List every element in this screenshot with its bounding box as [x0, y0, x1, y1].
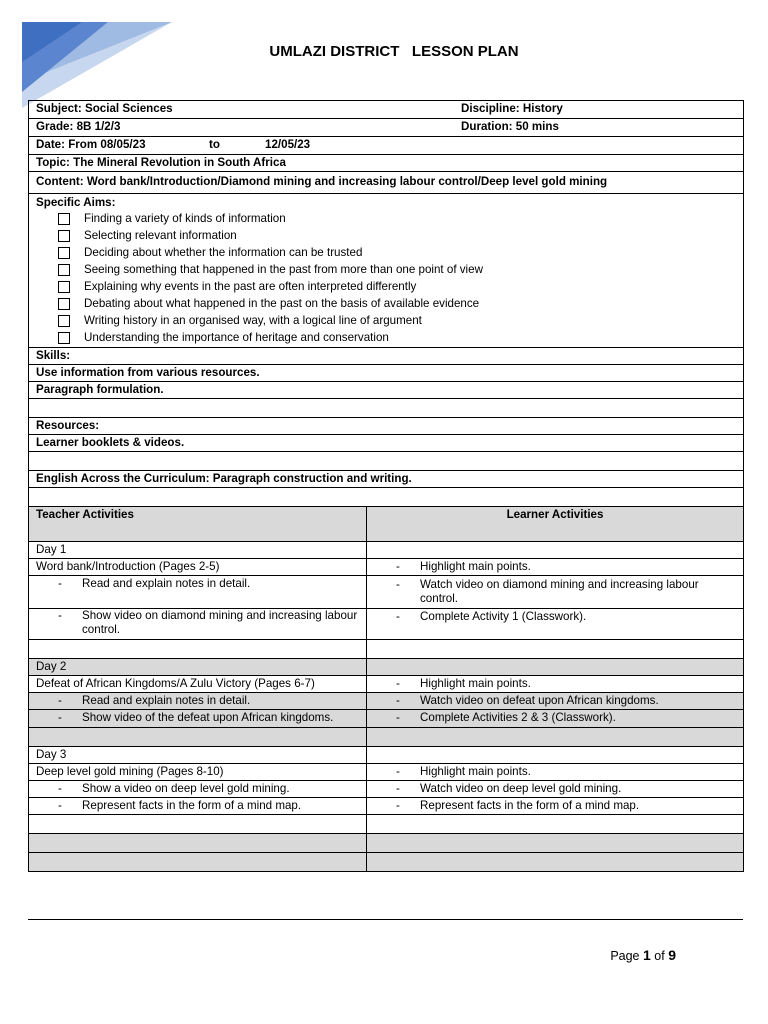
list-item: - Show a video on deep level gold mining.: [58, 782, 290, 795]
list-item: - Highlight main points.: [396, 677, 531, 690]
list-item: - Watch video on defeat upon African kingdoms.: [396, 694, 659, 707]
list-item: - Read and explain notes in detail.: [58, 577, 251, 590]
skills-heading-row: [29, 348, 744, 365]
checkbox-icon[interactable]: [58, 332, 70, 344]
learner-activities-heading: Learner Activities: [367, 507, 744, 542]
blank-row: [29, 728, 744, 747]
list-item: - Show video of the defeat upon African kingdoms.: [58, 711, 334, 724]
page-title: [0, 43, 768, 60]
checkbox-icon[interactable]: [58, 281, 70, 293]
content-row: [29, 172, 744, 194]
list-item: - Watch video on deep level gold mining.: [396, 782, 622, 795]
title-lesson-plan: LESSON PLAN: [411, 43, 519, 60]
day-row: [29, 659, 744, 676]
activity-row: [29, 693, 744, 710]
list-item: - Read and explain notes in detail.: [58, 694, 251, 707]
resources-value: Learner booklets & videos.: [29, 435, 744, 452]
list-item: - Watch video on diamond mining and increasing labour control.: [396, 578, 699, 605]
blank-row: [29, 399, 744, 418]
activity-row: [29, 609, 744, 640]
checkbox-icon[interactable]: [58, 213, 70, 225]
date-to-label: to: [209, 138, 220, 151]
resources-row: [29, 435, 744, 452]
resources-heading: Resources:: [29, 418, 744, 435]
of-word: of: [654, 949, 665, 963]
day-row: [29, 747, 744, 764]
aim-item: Deciding about whether the information can be trusted: [36, 244, 736, 261]
activity-row: [29, 559, 744, 576]
aims-heading: Specific Aims:: [36, 196, 116, 209]
aim-item: Seeing something that happened in the past from more than one point of view: [36, 261, 736, 278]
date-row: [29, 137, 744, 155]
grade-row: [29, 119, 744, 137]
resources-heading-row: [29, 418, 744, 435]
list-item: - Represent facts in the form of a mind map.: [58, 799, 302, 812]
lesson-plan-table: [28, 100, 744, 872]
blank-row: [29, 488, 744, 507]
content-text: Content: Word bank/Introduction/Diamond mining and increasing labour control/Deep level gold mining: [29, 172, 744, 194]
page-total: 9: [668, 947, 676, 963]
activity-row: [29, 781, 744, 798]
checkbox-icon[interactable]: [58, 315, 70, 327]
footer-divider: [28, 919, 743, 920]
list-item: - Complete Activity 1 (Classwork).: [396, 610, 587, 623]
blank-row: [29, 815, 744, 834]
english-text: English Across the Curriculum: Paragraph construction and writing.: [29, 471, 744, 488]
checkbox-icon[interactable]: [58, 298, 70, 310]
skill-item: Paragraph formulation.: [29, 382, 744, 399]
subject-row: [29, 101, 744, 119]
topic-text: Topic: The Mineral Revolution in South Africa: [29, 155, 744, 172]
activities-header-row: [29, 507, 744, 542]
activity-row: [29, 576, 744, 609]
checkbox-icon[interactable]: [58, 264, 70, 276]
aims-row: [29, 194, 744, 348]
day-label: Day 3: [29, 747, 367, 764]
blank-row: [29, 640, 744, 659]
day-title: Deep level gold mining (Pages 8-10): [29, 764, 367, 781]
page-number: [610, 947, 676, 963]
skills-heading: Skills:: [29, 348, 744, 365]
duration-text: Duration: 50 mins: [461, 120, 559, 133]
activity-row: [29, 798, 744, 815]
aim-item: Writing history in an organised way, with a logical line of argument: [36, 312, 736, 329]
date-from-text: Date: From 08/05/23: [36, 138, 146, 151]
activity-row: [29, 764, 744, 781]
page-word: Page: [610, 949, 640, 963]
list-item: - Complete Activities 2 & 3 (Classwork).: [396, 711, 616, 724]
aim-item: Finding a variety of kinds of information: [36, 210, 736, 227]
skills-row: [29, 365, 744, 382]
day-row: [29, 542, 744, 559]
aim-item: Explaining why events in the past are often interpreted differently: [36, 278, 736, 295]
grade-text: Grade: 8B 1/2/3: [36, 120, 121, 133]
day-title: Word bank/Introduction (Pages 2-5): [29, 559, 367, 576]
blank-row: [29, 834, 744, 853]
topic-row: [29, 155, 744, 172]
list-item: - Highlight main points.: [396, 765, 531, 778]
skills-row: [29, 382, 744, 399]
discipline-text: Discipline: History: [461, 102, 563, 115]
page-current: 1: [643, 947, 651, 963]
activity-row: [29, 676, 744, 693]
date-to-value: 12/05/23: [265, 138, 311, 151]
skill-item: Use information from various resources.: [29, 365, 744, 382]
blank-row: [29, 452, 744, 471]
english-row: [29, 471, 744, 488]
list-item: - Represent facts in the form of a mind map.: [396, 799, 640, 812]
checkbox-icon[interactable]: [58, 230, 70, 242]
title-district: UMLAZI DISTRICT: [269, 43, 400, 60]
subject-text: Subject: Social Sciences: [36, 102, 173, 115]
aim-item: Selecting relevant information: [36, 227, 736, 244]
day-label: Day 1: [29, 542, 367, 559]
list-item: - Highlight main points.: [396, 560, 531, 573]
checkbox-icon[interactable]: [58, 247, 70, 259]
teacher-activities-heading: Teacher Activities: [29, 507, 367, 542]
list-item: - Show video on diamond mining and increasing labour control.: [58, 609, 358, 636]
day-title: Defeat of African Kingdoms/A Zulu Victory (Pages 6-7): [29, 676, 367, 693]
aim-item: Understanding the importance of heritage and conservation: [36, 329, 736, 346]
blank-row: [29, 853, 744, 872]
activity-row: [29, 710, 744, 728]
day-label: Day 2: [29, 659, 367, 676]
aim-item: Debating about what happened in the past on the basis of available evidence: [36, 295, 736, 312]
